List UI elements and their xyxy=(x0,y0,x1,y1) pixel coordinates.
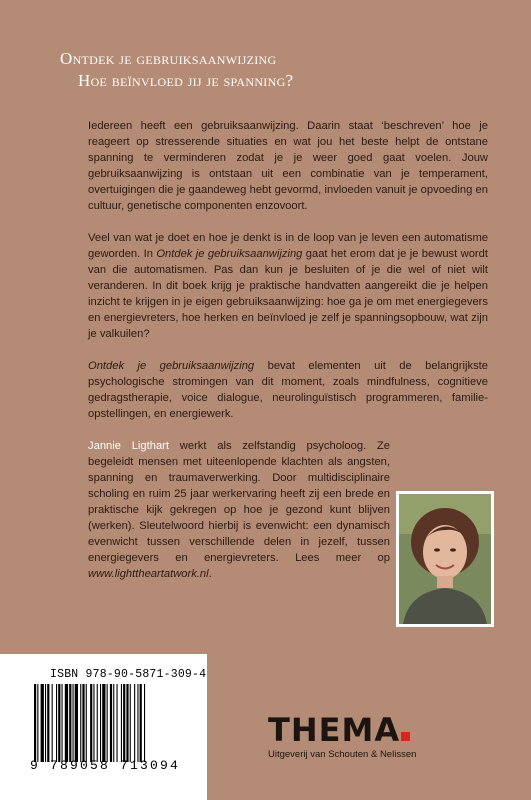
author-website-link[interactable]: www.lighttheartatwork.nl xyxy=(88,568,209,580)
author-portrait-image xyxy=(399,494,491,624)
publisher-logo xyxy=(268,712,468,760)
barcode-icon xyxy=(34,684,184,762)
author-name: Jannie Ligthart xyxy=(88,440,170,452)
p4-text: werkt als zelfstandig psycholoog. Ze begeleidt mensen met uiteenlopende klachten als angsten, spanning en traumaverwerking. Door multidisciplinaire scholing en ruim 25 jaar werkervaring heeft zij een brede en praktische kijk gekregen op hoe je gezond kunt blijven (werken). Sleutelwoord hierbij is evenwicht: een dynamisch evenwicht tussen verschillende delen in jezelf, tussen energiegevers en energievreters. Lees meer op xyxy=(88,440,390,564)
publisher-logo-word xyxy=(268,712,468,748)
headline xyxy=(60,48,520,92)
p4-end: . xyxy=(208,568,212,580)
p3-book-title: Ontdek je gebruiksaanwijzing xyxy=(88,360,255,372)
paragraph-author xyxy=(88,438,390,582)
p2-book-title: Ontdek je gebruiksaanwijzing xyxy=(156,248,303,260)
paragraph-intro: Iedereen heeft een gebruiksaanwijzing. Daarin staat ‘beschreven’ hoe je reageert op stresserende situaties en wat jou het beste helpt de ontstane spanning te verminderen zodat je je weer goed gaat voelen. Jouw gebruiksaanwijzing is ontstaan uit een combinatie van je temperament, overtuigingen die je gaandeweg hebt gevormd, invloeden vanuit je opvoeding en cultuur, genetische componenten enzovoort. xyxy=(88,120,488,212)
logo-dot-icon xyxy=(401,732,410,741)
headline-title: Ontdek je gebruiksaanwijzing xyxy=(60,49,277,68)
publisher-subtitle: Uitgeverij van Schouten & Nelissen xyxy=(268,749,417,760)
p2-text-b: gaat het erom dat je je bewust wordt van die automatismen. Pas dan kun je besluiten of je die wel of niet wilt veranderen. In dit boek krijg je praktische handvatten aangereikt die je helpen inzicht te krijgen in je eigen gebruiksaanwijzing: hoe ga je om met energiegevers en energievreters, hoe herken en beïnvloed je zelf je spanningsopbouw, wat zijn je valkuilen? xyxy=(88,248,488,340)
p3-text: bevat elementen uit de belangrijkste psychologische stromingen van dit moment, zoals mindfulness, cognitieve gedragstherapie, voice dialogue, neurolinguïstisch programmeren, familie-opstellingen, en energiewerk. xyxy=(88,360,488,420)
paragraph-automatisms xyxy=(88,230,488,342)
paragraph-elements xyxy=(88,358,488,422)
author-photo xyxy=(396,491,494,627)
p2-text-a: Veel van wat je doet en hoe je denkt is in de loop van je leven een automatisme geworden. In xyxy=(88,232,488,260)
barcode-digits: 9 789058 713094 xyxy=(30,758,181,773)
headline-subtitle: Hoe beïnvloed jij je spanning? xyxy=(78,71,294,90)
isbn-label: ISBN 978-90-5871-309-4 xyxy=(50,668,207,681)
logo-text: THEMA xyxy=(268,711,401,749)
